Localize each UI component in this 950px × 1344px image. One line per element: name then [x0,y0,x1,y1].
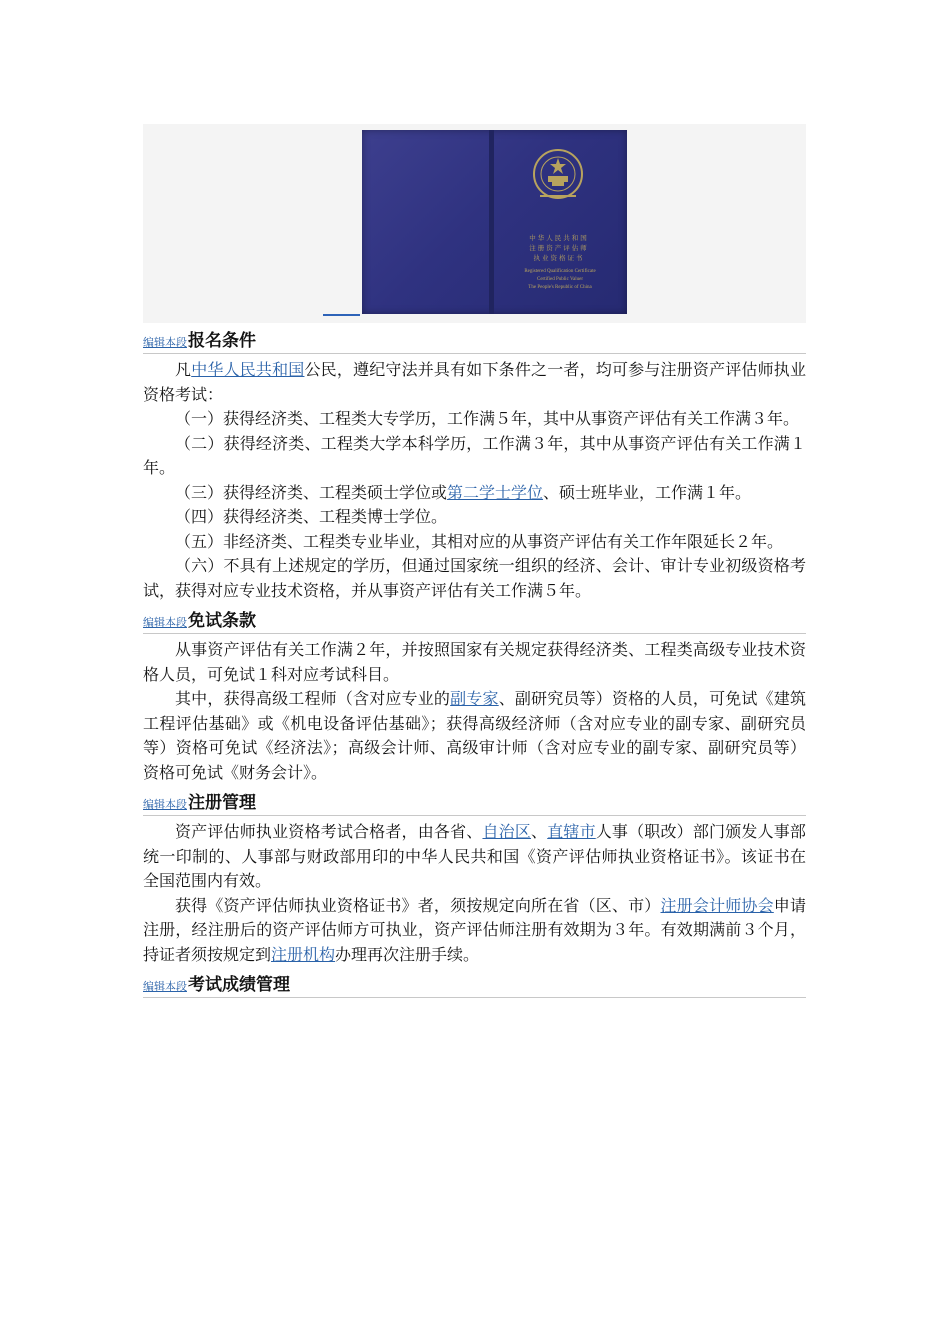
paragraph-text: 、硕士班毕业，工作满１年。 [543,482,752,502]
paragraph-text: 办理再次注册手续。 [335,944,480,964]
paragraph [143,505,806,530]
section-divider [143,815,806,816]
article-body [143,326,806,998]
section-title: 免试条款 [188,611,256,631]
paragraph [143,820,806,894]
inline-link[interactable]: 注册机构 [271,944,336,964]
edit-section-link[interactable]: 编辑本段 [143,980,187,993]
inline-link[interactable]: 第二学士学位 [447,482,544,502]
national-emblem-icon [530,146,586,206]
section-title: 考试成绩管理 [188,975,290,995]
cover-en-line-3: The People's Republic of China [528,285,592,290]
inline-link[interactable]: 注册会计师协会 [660,895,774,915]
cover-cn-line-1: 中华人民共和国 [529,234,589,242]
paragraph-text: 凡 [175,360,192,379]
paragraph-text: 、 [531,822,548,841]
cover-cn-line-3: 执业资格证书 [533,254,585,262]
edit-section-link[interactable]: 编辑本段 [143,336,187,349]
paragraph-text: （三）获得经济类、工程类硕士学位或 [175,482,448,502]
section-header [143,788,806,814]
section-header [143,326,806,352]
section-header [143,970,806,996]
paragraph-text: 资产评估师执业资格考试合格者，由各省、 [175,822,483,841]
paragraph [143,554,806,603]
cover-spine [489,130,494,314]
edit-section-link[interactable]: 编辑本段 [143,798,187,811]
inline-link[interactable]: 副专家 [450,689,499,708]
paragraph-text: 其中，获得高级工程师（含对应专业的 [175,689,451,708]
paragraph-text: 公民，遵纪守法并具有如下条件之一者，均可参与注册资产评估师执业资格考试： [143,360,806,404]
cover-cn-line-2: 注册资产评估师 [529,244,589,252]
paragraph-text: 申请注册，经注册后的资产评估师方可执业，资产评估师注册有效期为３年。有效期满前３个月，持证者须按规定到 [143,895,806,964]
inline-link[interactable]: 直辖市 [547,822,596,841]
image-link-underline[interactable] [323,314,360,316]
inline-link[interactable]: 中华人民共和国 [191,360,305,379]
inline-link[interactable]: 自治区 [482,822,532,841]
section-header [143,606,806,632]
paragraph-text: 人事（职改）部门颁发人事部统一印制的、人事部与财政部用印的中华人民共和国《资产评估师执业资格证书》。该证书在全国范围内有效。 [143,822,806,890]
paragraph-text: 从事资产评估有关工作满２年，并按照国家有关规定获得经济类、工程类高级专业技术资格人员，可免试１科对应考试科目。 [143,640,806,684]
cover-en-line-1: Registered Qualification Certificate [524,269,596,274]
paragraph [143,530,806,555]
paragraph [143,407,806,432]
paragraph-text: （四）获得经济类、工程类博士学位。 [175,507,448,526]
paragraph [143,894,806,968]
paragraph [143,358,806,407]
cover-en-line-2: Certified Public Valuer [536,277,583,282]
paragraph-text: （一）获得经济类、工程类大专学历，工作满５年，其中从事资产评估有关工作满３年。 [175,409,800,428]
section-title: 报名条件 [188,331,256,351]
paragraph-text: 获得《资产评估师执业资格证书》者，须按规定向所在省（区、市） [175,895,661,915]
edit-section-link[interactable]: 编辑本段 [143,616,187,629]
section-divider [143,353,806,354]
paragraph [143,687,806,785]
paragraph-text: 、副研究员等）资格的人员，可免试《建筑工程评估基础》或《机电设备评估基础》；获得高级经济师（含对应专业的副专家、副研究员等）资格可免试《经济法》；高级会计师、高级审计师（含对应专业的副专家、副研究员等）资格可免试《财务会计》。 [143,689,806,782]
certificate-cover-image [362,130,627,314]
paragraph-text: （五）非经济类、工程类专业毕业，其相对应的从事资产评估有关工作年限延长２年。 [175,531,784,551]
certificate-figure [143,124,806,323]
section-divider [143,633,806,634]
paragraph [143,432,806,481]
paragraph-text: （二）获得经济类、工程类大学本科学历，工作满３年，其中从事资产评估有关工作满１年。 [143,433,806,477]
section-divider [143,997,806,998]
document-page [143,124,806,1002]
paragraph-text: （六）不具有上述规定的学历，但通过国家统一组织的经济、会计、审计专业初级资格考试，获得对应专业技术资格，并从事资产评估有关工作满５年。 [143,556,806,600]
paragraph [143,638,806,687]
section-title: 注册管理 [188,793,256,813]
paragraph [143,481,806,506]
